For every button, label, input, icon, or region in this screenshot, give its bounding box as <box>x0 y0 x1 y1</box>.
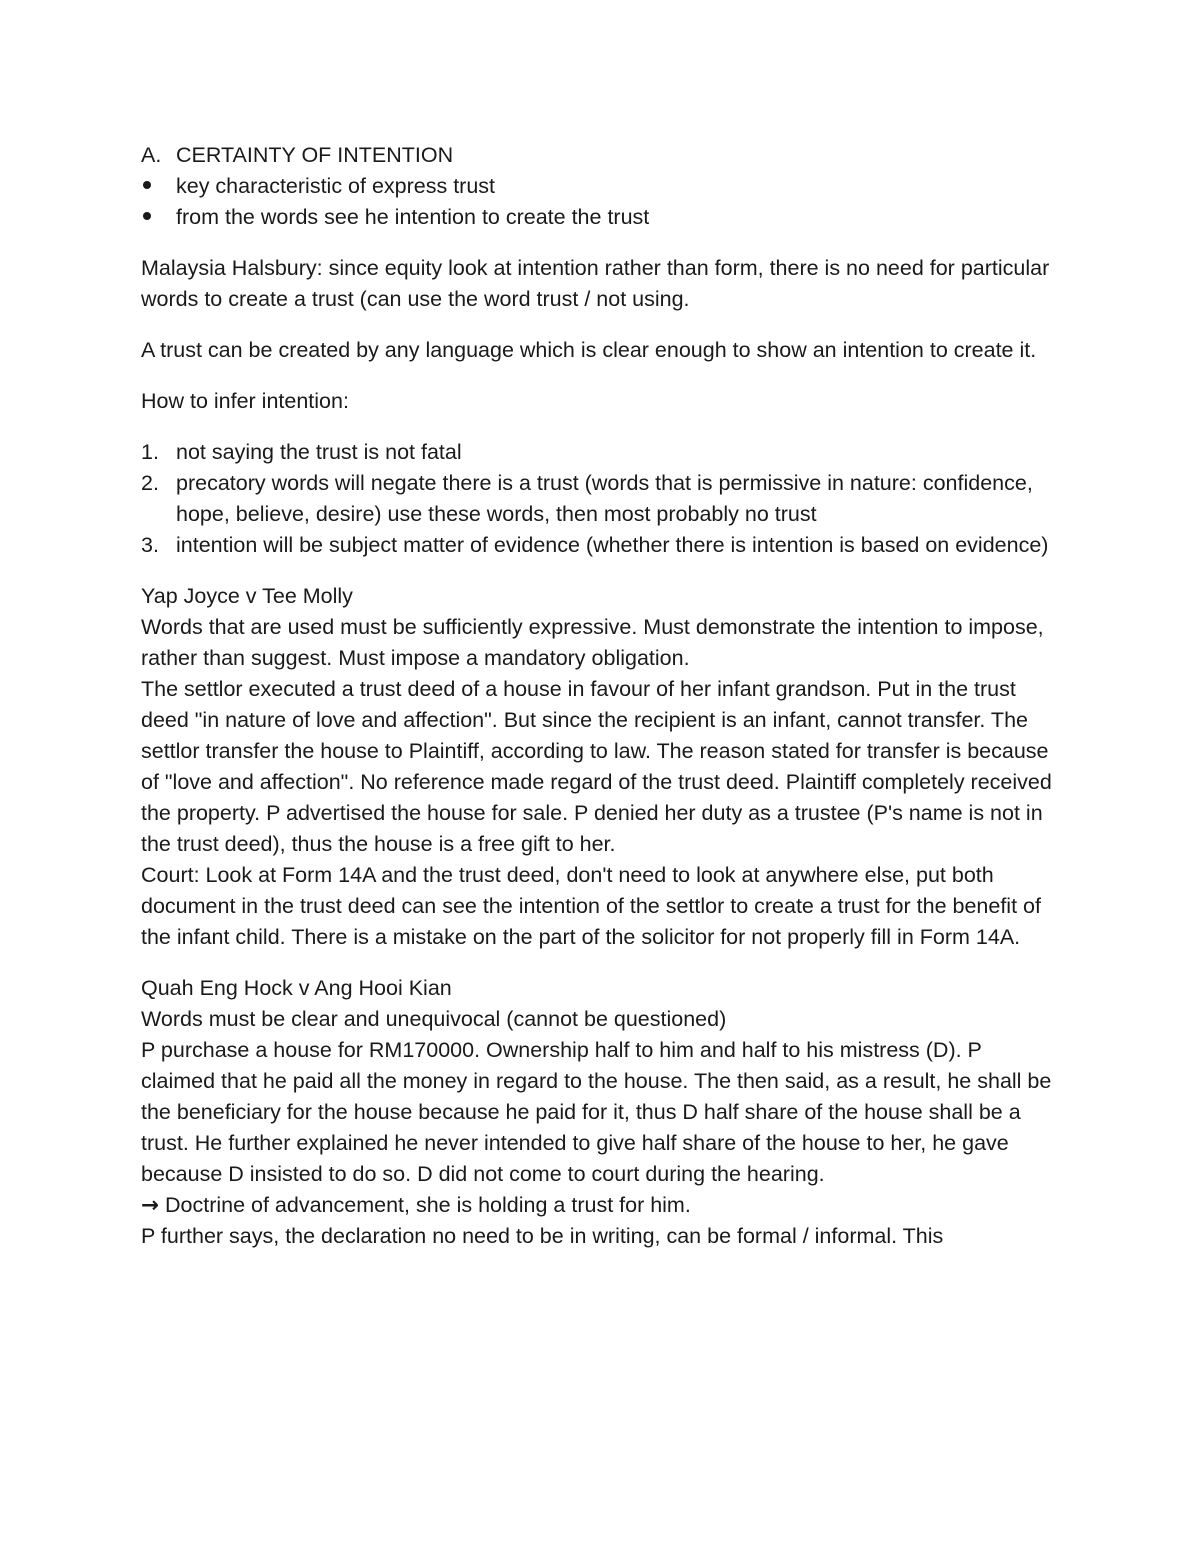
item-text: intention will be subject matter of evidence (whether there is intention is based on evidence) <box>176 533 1049 557</box>
infer-heading: How to infer intention: <box>141 389 349 413</box>
item-number: 2. <box>141 471 159 495</box>
case-title: Yap Joyce v Tee Molly <box>141 584 353 608</box>
case-facts: The settlor executed a trust deed of a house in favour of her infant grandson. Put in the trust deed "in nature of love and affection". But since the recipient is an infant, cannot transfer. The settlor transfer the house to Plaintiff, according to law. The reason stated for transfer is because of "love and affection". No reference made regard of the trust deed. Plaintiff completely received the property. P advertised the house for sale. P denied her duty as a trustee (P's name is not in the trust deed), thus the house is a free gift to her. <box>141 677 1052 856</box>
case-principle: Words that are used must be sufficiently expressive. Must demonstrate the intention to impose, rather than suggest. Must impose a mandatory obligation. <box>141 615 1044 670</box>
halsbury-paragraph: Malaysia Halsbury: since equity look at intention rather than form, there is no need for particular words to create a trust (can use the word trust / not using. <box>141 256 1050 311</box>
case-court-finding: Court: Look at Form 14A and the trust deed, don't need to look at anywhere else, put both document in the trust deed can see the intention of the settlor to create a trust for the benefit of the infant child. There is a mistake on the part of the solicitor for not properly fill in Form 14A. <box>141 863 1041 949</box>
item-number: 3. <box>141 533 159 557</box>
document-page <box>141 140 1061 1252</box>
bullet-item <box>141 171 1061 202</box>
bullet-text: key characteristic of express trust <box>176 174 496 198</box>
bullet-icon <box>141 202 176 233</box>
case-facts: P purchase a house for RM170000. Ownership half to him and half to his mistress (D). P claimed that he paid all the money in regard to the house. The then said, as a result, he shall be the beneficiary for the house because he paid for it, thus D half share of the house shall be a trust. He further explained he never intended to give half share of the house to her, he gave because D insisted to do so. D did not come to court during the hearing. <box>141 1038 1052 1186</box>
item-text: precatory words will negate there is a trust (words that is permissive in nature: confidence, hope, believe, desire) use these words, then most probably no trust <box>176 471 1033 526</box>
section-title: CERTAINTY OF INTENTION <box>176 143 454 167</box>
bullet-item <box>141 202 1061 233</box>
doctrine-line <box>141 1190 1061 1221</box>
item-text: not saying the trust is not fatal <box>176 440 462 464</box>
numbered-item <box>141 530 1061 561</box>
arrow-right-icon: → <box>141 1193 160 1218</box>
case-principle: Words must be clear and unequivocal (cannot be questioned) <box>141 1007 727 1031</box>
bullet-icon <box>141 171 176 202</box>
numbered-item <box>141 468 1061 530</box>
bullet-text: from the words see he intention to create the trust <box>176 205 650 229</box>
section-marker: A. <box>141 143 162 167</box>
case-title: Quah Eng Hock v Ang Hooi Kian <box>141 976 452 1000</box>
numbered-item <box>141 437 1061 468</box>
further-paragraph: P further says, the declaration no need to be in writing, can be formal / informal. This <box>141 1224 944 1248</box>
section-heading <box>141 140 1061 171</box>
language-paragraph: A trust can be created by any language which is clear enough to show an intention to create it. <box>141 338 1037 362</box>
doctrine-text: Doctrine of advancement, she is holding a trust for him. <box>165 1193 691 1217</box>
item-number: 1. <box>141 440 159 464</box>
